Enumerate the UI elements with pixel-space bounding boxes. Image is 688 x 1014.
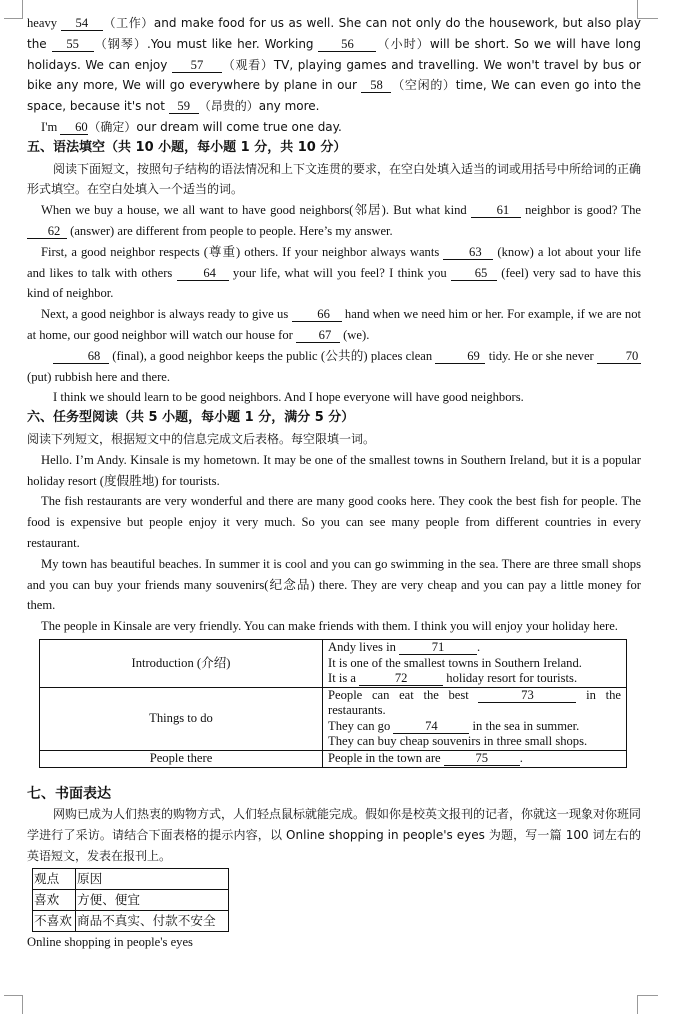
blank-62[interactable]: 62 (27, 224, 67, 239)
table-row (33, 868, 229, 889)
paragraph-dream: I'm 60（确定）our dream will come true one day. (41, 119, 342, 134)
blank-63[interactable]: 63 (443, 245, 493, 260)
table-row-things-to-do (40, 687, 627, 750)
blank-73[interactable]: 73 (478, 688, 576, 703)
table-cell: 方便、便宜 (76, 889, 229, 910)
table-row (33, 889, 229, 910)
section-5-instructions: 阅读下面短文，按照句子结构的语法情况和上下文连贯的要求，在空白处填入适当的词或用括号中所给词的正确形式填空。在空白处填入一个适当的词。 (27, 161, 642, 197)
essay-title: Online shopping in people's eyes (27, 934, 193, 949)
blank-54[interactable]: 54 (61, 16, 103, 31)
section-5-title: 五、语法填空（共 10 小题，每小题 1 分，共 10 分） (27, 139, 347, 155)
table-row-people-there (40, 751, 627, 768)
table-row (33, 910, 229, 931)
section-6-para-1: Hello. I’m Andy. Kinsale is my hometown. It may be one of the smallest towns in Southern Ireland, but it is a popular holiday resort (度假胜地) for tourists. (27, 452, 641, 488)
opinion-table (32, 868, 229, 932)
section-7-title: 七、书面表达 (27, 785, 111, 802)
row-content-introduction: Andy lives in 71 . It is one of the smallest towns in Southern Ireland. It is a 72 holiday resort for tourists. (323, 639, 627, 687)
table-cell: 观点 (33, 868, 76, 889)
crop-mark-top-left (4, 0, 23, 19)
section-6-para-2: The fish restaurants are very wonderful and there are many good cooks here. They cook the best fish for people. The food is expensive but people enjoy it very much. So you can see many people from different countries in every restaurant. (27, 494, 641, 550)
row-label-things-to-do: Things to do (40, 687, 323, 750)
blank-66[interactable]: 66 (292, 307, 342, 322)
paragraph-robot: heavy 54 （工作）and make food for us as well. She can not only do the housework, but also play the 55 （钢琴）.You must like her. Working 56 （小时）will be short. So we will have long holidays. We can enjoy 57 （观看）TV, playing games and travelling. We won't travel by bus or bike any more, We will go everywhere by plane in our 58 （空闲的）time, We can even go into the space, because it's not 59 （昂贵的）any more. (27, 16, 642, 114)
row-content-things-to-do: People can eat the best 73 in the restaurants. They can go 74 in the sea in summer. They can buy cheap souvenirs in three small shops. (323, 687, 627, 750)
section-5-para-4: 68 (final), a good neighbor keeps the public (公共的) places clean 69 tidy. He or she never 70 (put) rubbish here and there. (27, 346, 641, 388)
row-label-people-there: People there (40, 751, 323, 768)
table-row-introduction (40, 639, 627, 687)
blank-61[interactable]: 61 (471, 203, 521, 218)
blank-55[interactable]: 55 (52, 37, 94, 52)
blank-58[interactable]: 58 (361, 78, 391, 93)
section-5-para-3: Next, a good neighbor is always ready to give us 66 hand when we need him or her. For example, if we are not at home, our good neighbor will watch our house for 67 (we). (27, 307, 641, 342)
row-label-introduction: Introduction (介绍) (40, 639, 323, 687)
crop-mark-bottom-left (4, 995, 23, 1014)
blank-67[interactable]: 67 (296, 328, 340, 343)
section-6-title: 六、任务型阅读（共 5 小题，每小题 1 分，满分 5 分） (27, 410, 355, 426)
task-reading-table (39, 639, 627, 768)
document-content (27, 13, 641, 953)
blank-69[interactable]: 69 (435, 349, 485, 364)
blank-65[interactable]: 65 (451, 266, 497, 281)
section-5-para-5: I think we should learn to be good neighbors. And I hope everyone will have good neighbors. (53, 390, 524, 405)
row-content-people-there: People in the town are 75 . (323, 751, 627, 768)
table-cell: 商品不真实、付款不安全 (76, 910, 229, 931)
blank-70[interactable]: 70 (597, 349, 641, 364)
table-cell: 不喜欢 (33, 910, 76, 931)
blank-71[interactable]: 71 (399, 640, 477, 655)
section-6-para-3: My town has beautiful beaches. In summer it is cool and you can go swimming in the sea. There are three small shops and you can buy your friends many souvenirs(纪念品) there. They are very cheap and you can pay a little money for them. (27, 556, 641, 613)
blank-74[interactable]: 74 (393, 719, 469, 734)
blank-64[interactable]: 64 (177, 266, 229, 281)
section-5-para-1: When we buy a house, we all want to have good neighbors(邻居). But what kind 61 neighbor is good? The 62 (answer) are different from people to people. Here’s my answer. (27, 200, 641, 242)
blank-75[interactable]: 75 (444, 751, 520, 766)
section-6-para-4: The people in Kinsale are very friendly. You can make friends with them. I think you will enjoy your holiday here. (41, 619, 618, 634)
table-cell: 原因 (76, 868, 229, 889)
blank-59[interactable]: 59 (169, 99, 199, 114)
blank-57[interactable]: 57 (172, 58, 222, 73)
blank-72[interactable]: 72 (359, 671, 443, 686)
crop-mark-bottom-right (637, 995, 658, 1014)
blank-68[interactable]: 68 (53, 349, 109, 364)
section-6-instructions: 阅读下列短文，根据短文中的信息完成文后表格。每空限填一词。 (27, 431, 376, 446)
blank-56[interactable]: 56 (318, 37, 376, 52)
section-5-para-2: First, a good neighbor respects (尊重) others. If your neighbor always wants 63 (know) a lot about your life and likes to talk with others 64 your life, what will you feel? I think you 65 (feel) very sad to have this kind of neighbor. (27, 244, 641, 301)
section-7-instructions: 网购已成为人们热衷的购物方式，人们轻点鼠标就能完成。假如你是校英文报刊的记者，你就这一现象对你班同学进行了采访。请结合下面表格的提示内容，以 Online shopping in people's eyes 为题，写一篇 100 词左右的英语短文，发表在报刊上。 (27, 807, 642, 864)
blank-60[interactable]: 60 (60, 120, 88, 135)
table-cell: 喜欢 (33, 889, 76, 910)
